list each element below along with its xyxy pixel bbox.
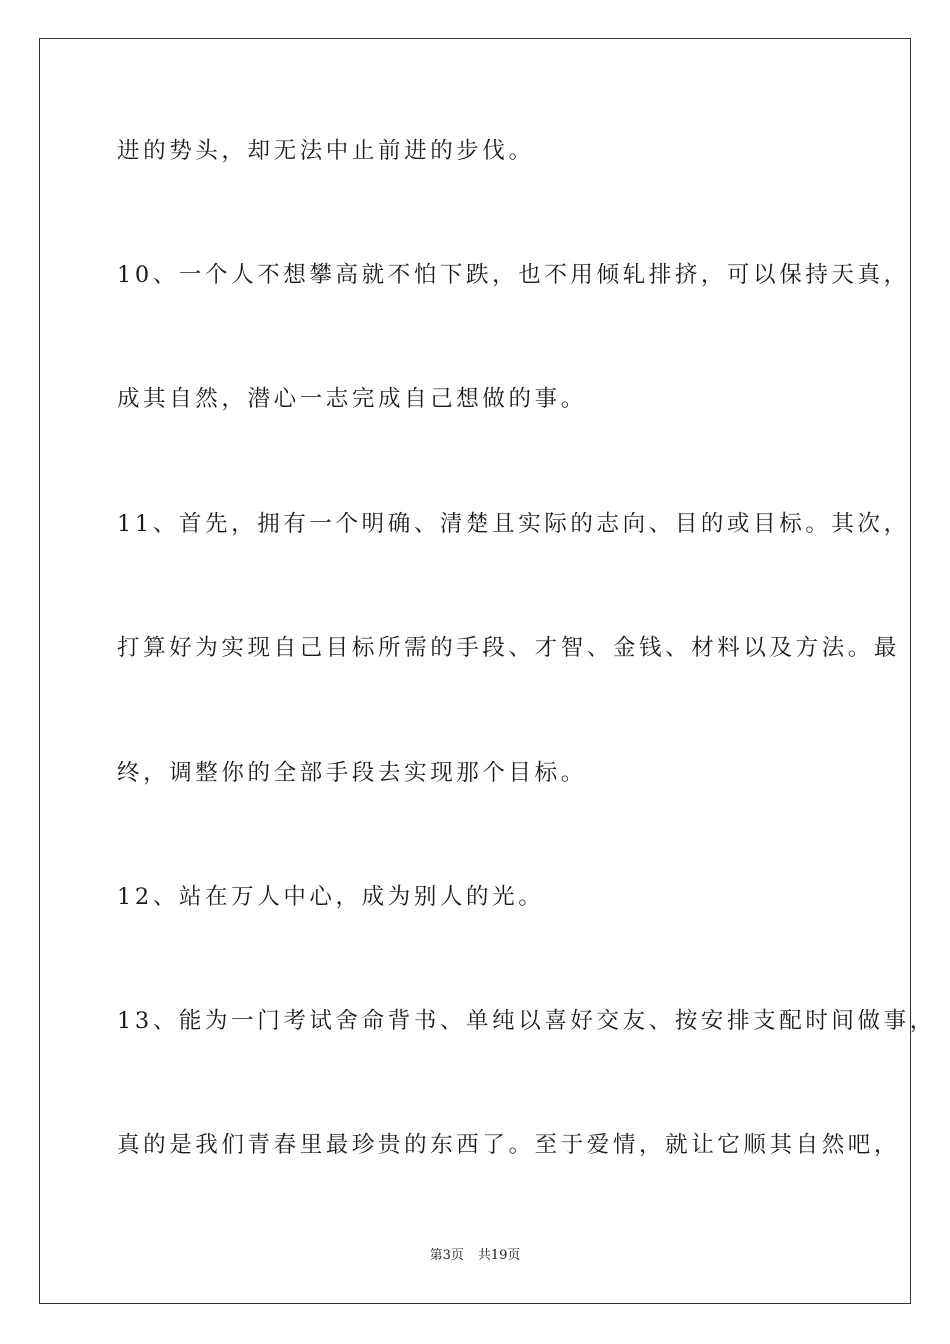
text-line: 13、能为一门考试舍命背书、单纯以喜好交友、按安排支配时间做事，	[117, 1008, 936, 1034]
text-line: 打算好为实现自己目标所需的手段、才智、金钱、材料以及方法。最	[117, 635, 901, 661]
text-line: 进的势头，却无法中止前进的步伐。	[117, 138, 535, 164]
text-line: 真的是我们青春里最珍贵的东西了。至于爱情，就让它顺其自然吧，	[117, 1132, 901, 1158]
text-line: 10、一个人不想攀高就不怕下跌，也不用倾轧排挤，可以保持天真，	[117, 262, 910, 288]
text-line: 成其自然，潜心一志完成自己想做的事。	[117, 386, 587, 412]
text-line: 终，调整你的全部手段去实现那个目标。	[117, 760, 587, 786]
page-total: 共19页	[477, 1248, 521, 1263]
text-line: 11、首先，拥有一个明确、清楚且实际的志向、目的或目标。其次，	[117, 511, 910, 537]
page-border	[39, 38, 911, 1304]
page-footer	[0, 1249, 950, 1262]
page-number: 第3页	[429, 1248, 464, 1263]
text-line: 12、站在万人中心，成为别人的光。	[117, 884, 545, 910]
